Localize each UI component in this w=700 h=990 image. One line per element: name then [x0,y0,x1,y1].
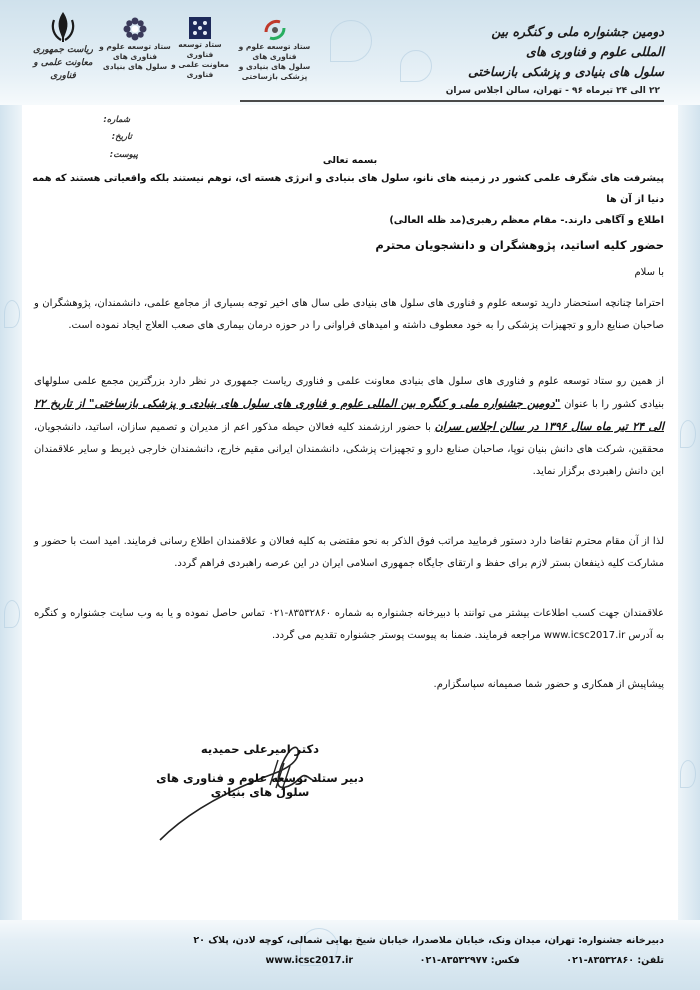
festival-title-line2: سلول های بنیادی و پزشکی بازساختی [467,64,664,79]
grid-emblem-icon [188,16,212,40]
leader-quote-line2: اطلاع و آگاهی دارند.- مقام معظم رهبری(مد ظله العالی) [389,215,664,226]
congress-caption-2: سلول های بنیادی و پزشکی بازساختی [238,62,311,81]
festival-title [464,22,664,82]
paisley-ornament [330,20,372,62]
decorative-frame-right [678,105,700,920]
stem-cell-council-caption-2: سلول های بنیادی [102,62,168,71]
greeting: با سلام [634,267,664,278]
paisley-ornament [680,760,696,788]
footer-fax: فکس: ۸۳۵۳۲۹۷۷-۰۲۱ [419,955,520,966]
leader-quote-line1: پیشرفت های شگرف علمی کشور در زمینه های نانو، سلول های بنیادی و انرژی هسته ای، توهم نیستند بلکه واقعیاتی هستند که همه دنیا از آن ها [32,173,664,205]
closing-line: پیشاپیش از همکاری و حضور شما صمیمانه سپاسگزارم. [433,679,664,690]
header-divider [240,100,664,102]
flower-emblem-icon [122,16,148,42]
vice-presidency-caption-1: ریاست جمهوری [32,45,94,55]
congress-logo [232,18,317,82]
letter-date-label: تاریخ: [111,132,132,142]
festival-name-emphasis: "دومین جشنواره ملی و کنگره بین المللی علوم و فناوری های سلول های بنیادی و پزشکی بازساختی" از تاریخ ۲۲ الی ۲۴ تیر ماه سال ۱۳۹۶ در سالن اجلاس سران [34,397,664,433]
footer-address: دبیرخانه جشنواره: تهران، میدان ونک، خیابان ملاصدرا، خیابان شیخ بهایی شمالی، کوچه لادن، پلاک ۲۰ [193,935,664,946]
tech-council-caption-1: ستاد توسعه فناوری [178,40,222,59]
paragraph-2-intro: از همین رو ستاد توسعه علوم و فناوری های سلول های بنیادی معاونت علمی و فناوری ریاست جمهوری در نظر دارد بزرگترین مجمع علمی سلولهای بنیادی کشور را با عنوان [34,376,664,410]
iran-emblem-icon [48,10,78,44]
paisley-ornament [4,600,20,628]
festival-dates: ۲۲ الی ۲۴ تیرماه ۹۶ - تهران، سالن اجلاس سران [445,86,660,96]
congress-emblem-icon [262,18,288,42]
paisley-ornament [4,300,20,328]
footer-website[interactable]: www.icsc2017.ir [265,955,354,966]
festival-title-line1: دومین جشنواره ملی و کنگره بین المللی علوم و فناوری های [491,24,664,59]
tech-council-caption-2: معاونت علمی و فناوری [171,60,229,79]
salutation: حضور کلیه اساتید، پژوهشگران و دانشجویان محترم [375,238,664,252]
signatory-name: دکتر امیرعلی حمیدیه [200,742,320,756]
vice-presidency-logo [28,10,98,83]
paragraph-2 [34,371,664,483]
stem-cell-council-logo [95,16,175,72]
footer-phone: تلفن: ۸۳۵۳۲۸۶۰-۰۲۱ [566,955,664,966]
decorative-frame-left [0,105,22,920]
stem-cell-council-caption-1: ستاد توسعه علوم و فناوری های [99,42,171,61]
signatory-title: دبیر ستاد توسعه علوم و فناوری های سلول های بنیادی [156,771,364,799]
leader-quote [24,168,664,231]
paisley-ornament [680,420,696,448]
paragraph-2-rest: با حضور ارزشمند کلیه فعالان حیطه مذکور اعم از مدیران و تصمیم سازان، اساتید، دانشجویان، محققین، شرکت های دانش بنیان نوپا، صاحبان صنایع دارو و تجهیزات پزشکی، دانشمندان ایرانی مقیم خارج، دانشمندان خارجی ذیربط و سایر علاقمندان این دانش راهبردی برگزار نماید. [34,422,664,477]
besmellah: بسمه تعالی [322,155,378,166]
letter-attachment-label: پیوست: [109,150,138,160]
vice-presidency-caption-2: معاونت علمی و فناوری [33,58,93,81]
footer-contacts [24,955,664,966]
letter-number-label: شماره: [103,115,130,125]
tech-council-logo [170,16,230,80]
paragraph-4: علاقمندان جهت کسب اطلاعات بیشتر می توانند با دبیرخانه جشنواره به شماره ۸۳۵۳۲۸۶۰-۰۲۱ تماس حاصل نموده و یا به وب سایت جشنواره و کنگره به آدرس www.icsc2017.ir مراجعه فرمایند. ضمنا به پیوست پوستر جشنواره تقدیم می گردد. [34,608,664,641]
paisley-ornament [400,50,432,82]
paragraph-1: احتراما چنانچه استحضار دارید توسعه علوم و فناوری های سلول های بنیادی طی سال های اخیر توجه بسیاری از مجامع علمی، دانشمندان، پژوهشگران و صاحبان صنایع دارو و تجهیزات پزشکی را به خود معطوف داشته و امیدهای فراوانی را در حوزه درمان بیماری های صعب العلاج ایجاد نموده است. [34,298,664,331]
congress-caption-1: ستاد توسعه علوم و فناوری های [238,42,311,61]
paragraph-3: لذا از آن مقام محترم تقاضا دارد دستور فرمایید مراتب فوق الذکر به نحو مقتضی به کلیه فعالان و علاقمندان اطلاع رسانی فرمایند. امید است با حضور و مشارکت کلیه ذینفعان بستر لازم برای حفظ و ارتقای جایگاه جمهوری اسلامی ایران در این عرصه راهبردی فراهم گردد. [34,536,664,569]
